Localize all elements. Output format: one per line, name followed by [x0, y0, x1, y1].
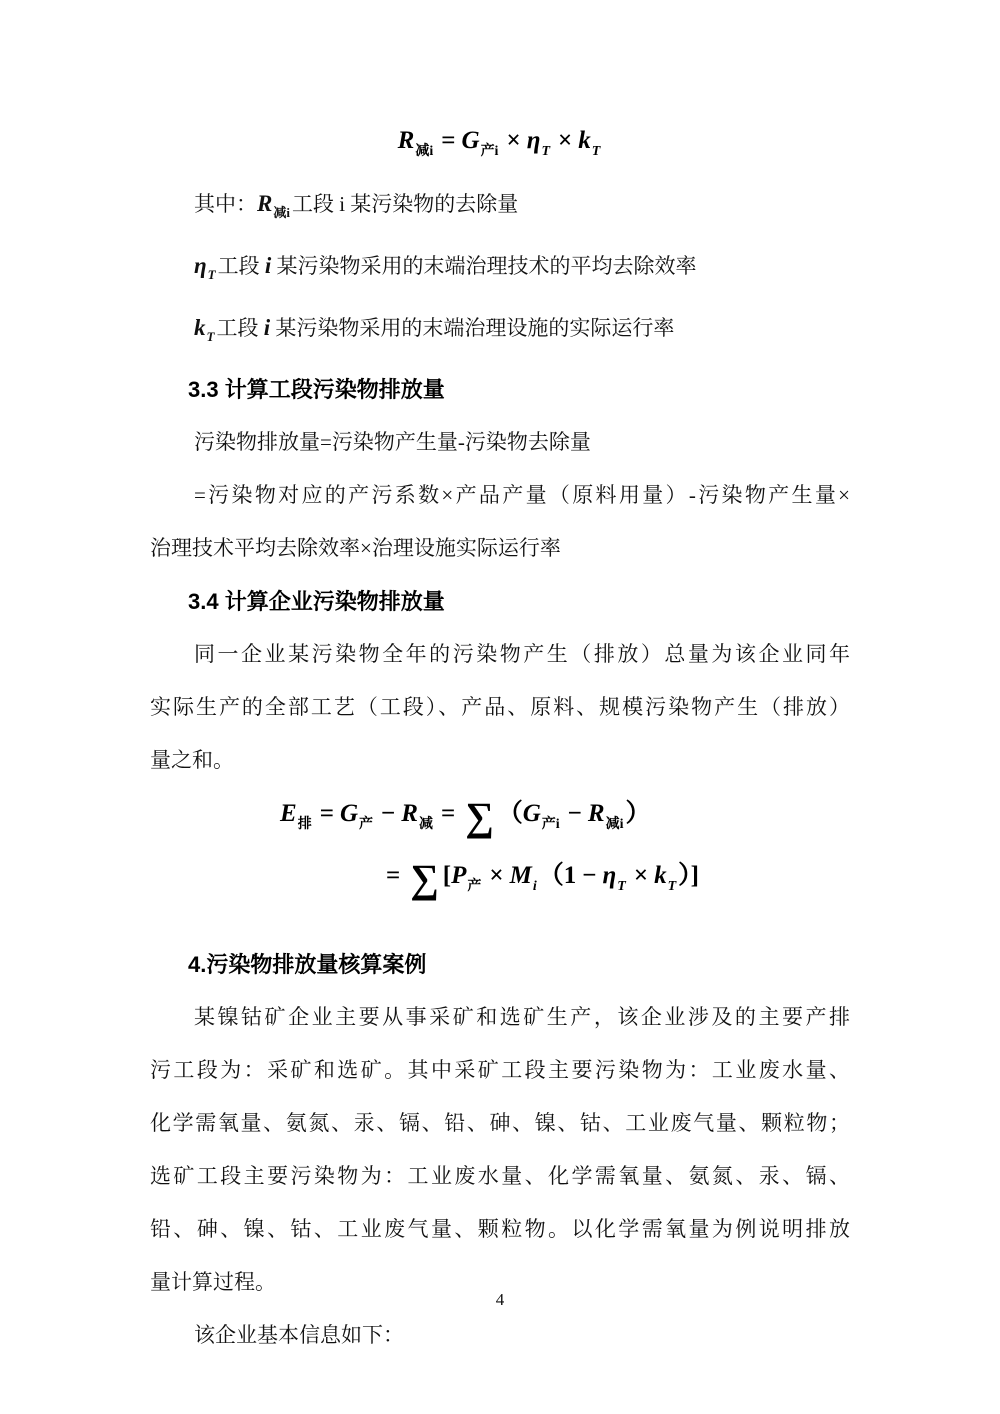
- subscript-eta: T: [541, 144, 550, 159]
- paragraph-line: 量之和。: [150, 748, 234, 772]
- var-k: k: [578, 127, 591, 154]
- open-bracket: [: [442, 862, 452, 889]
- subscript-M: i: [532, 879, 537, 894]
- page-content: [150, 0, 850, 1362]
- subscript-R: 减i: [605, 817, 624, 832]
- var-R: R: [397, 127, 415, 154]
- var-P: P: [451, 862, 467, 889]
- minus-sign: −: [582, 862, 597, 889]
- number-one: 1: [563, 862, 577, 889]
- definition-text: 工段 i 某污染物的去除量: [291, 192, 519, 216]
- paragraph-line: =污染物对应的产污系数×产品产量（原料用量）-污染物产生量×: [194, 483, 850, 507]
- var-G: G: [522, 800, 541, 827]
- equals-sign: =: [441, 127, 456, 154]
- equals-sign: =: [319, 800, 334, 827]
- subscript-eta: T: [207, 267, 216, 282]
- definition-text: 工段: [216, 316, 264, 340]
- definition-text: 工段: [217, 254, 265, 278]
- var-R: R: [257, 191, 273, 216]
- page-number: 4: [495, 1290, 505, 1309]
- formula-enterprise-emission-line1: [280, 787, 850, 852]
- formula-stage-removal: [150, 116, 850, 177]
- var-G: G: [339, 800, 358, 827]
- section-4-heading: 4.污染物排放量核算案例: [188, 952, 427, 977]
- paragraph-line: 污工段为：采矿和选矿。其中采矿工段主要污染物为：工业废水量、: [150, 1058, 850, 1082]
- where-prefix: 其中：: [194, 192, 257, 216]
- paragraph-line: 同一企业某污染物全年的污染物产生（排放）总量为该企业同年: [194, 642, 850, 666]
- subscript-eta: T: [617, 879, 626, 894]
- subscript-k: T: [591, 144, 601, 159]
- paragraph-line: 实际生产的全部工艺（工段）、产品、原料、规模污染物产生（排放）: [150, 695, 850, 719]
- subscript-G: 产: [359, 817, 373, 832]
- var-R: R: [401, 800, 418, 827]
- summation-icon: ∑: [410, 856, 439, 901]
- subscript-R: 减i: [273, 205, 290, 220]
- open-paren: （: [538, 862, 564, 889]
- definition-operation-rate: [150, 301, 850, 363]
- section-3-3-heading: 3.3 计算工段污染物排放量: [188, 377, 445, 402]
- var-R: R: [587, 800, 605, 827]
- var-i: i: [264, 253, 272, 278]
- closing-line: 该企业基本信息如下：: [194, 1323, 404, 1347]
- times-sign: ×: [558, 127, 573, 154]
- definition-removal-efficiency: [150, 239, 850, 301]
- minus-sign: −: [381, 800, 396, 827]
- formula-enterprise-emission-line2: [380, 852, 850, 911]
- var-eta: η: [602, 862, 617, 889]
- close-paren: ）: [625, 800, 651, 827]
- subscript-k: T: [667, 879, 677, 894]
- close-bracket: ]: [690, 862, 699, 889]
- times-sign: ×: [489, 862, 504, 889]
- paragraph-line: 污染物排放量=污染物产生量-污染物去除量: [194, 430, 591, 454]
- var-eta: η: [194, 253, 207, 278]
- subscript-R: 减: [418, 817, 433, 832]
- paragraph-line: 选矿工段主要污染物为：工业废水量、化学需氧量、氨氮、汞、镉、: [150, 1164, 850, 1188]
- subscript-k: T: [206, 329, 215, 344]
- paragraph-line: 某镍钴矿企业主要从事采矿和选矿生产，该企业涉及的主要产排: [194, 1005, 850, 1029]
- subscript-R: 减i: [415, 144, 434, 159]
- close-paren: ）: [678, 862, 691, 889]
- summation-icon: ∑: [465, 794, 494, 839]
- definition-removal-amount: [150, 177, 850, 239]
- subscript-G: 产i: [480, 144, 499, 159]
- subscript-G: 产i: [541, 817, 560, 832]
- paragraph-line: 量计算过程。: [150, 1270, 276, 1294]
- subscript-E: 排: [297, 817, 312, 832]
- paragraph-line: 化学需氧量、氨氮、汞、镉、铅、砷、镍、钴、工业废气量、颗粒物；: [150, 1111, 850, 1135]
- open-paren: （: [497, 800, 523, 827]
- var-i: i: [263, 315, 271, 340]
- subscript-P: 产: [467, 879, 482, 894]
- var-E: E: [280, 800, 297, 827]
- equals-sign: =: [386, 862, 401, 889]
- var-k: k: [194, 315, 206, 340]
- paragraph-line: 铅、砷、镍、钴、工业废气量、颗粒物。以化学需氧量为例说明排放: [150, 1217, 850, 1241]
- times-sign: ×: [506, 127, 521, 154]
- var-M: M: [509, 862, 532, 889]
- paragraph-line: 治理技术平均去除效率×治理设施实际运行率: [150, 536, 561, 560]
- minus-sign: −: [567, 800, 582, 827]
- definition-text: 某污染物采用的末端治理设施的实际运行率: [270, 316, 675, 340]
- section-3-4-heading: 3.4 计算企业污染物排放量: [188, 589, 445, 614]
- var-eta: η: [526, 127, 541, 154]
- times-sign: ×: [633, 862, 649, 889]
- definition-text: 某污染物采用的末端治理技术的平均去除效率: [271, 254, 697, 278]
- equals-sign: =: [440, 800, 456, 827]
- var-k: k: [654, 862, 667, 889]
- var-G: G: [461, 127, 480, 154]
